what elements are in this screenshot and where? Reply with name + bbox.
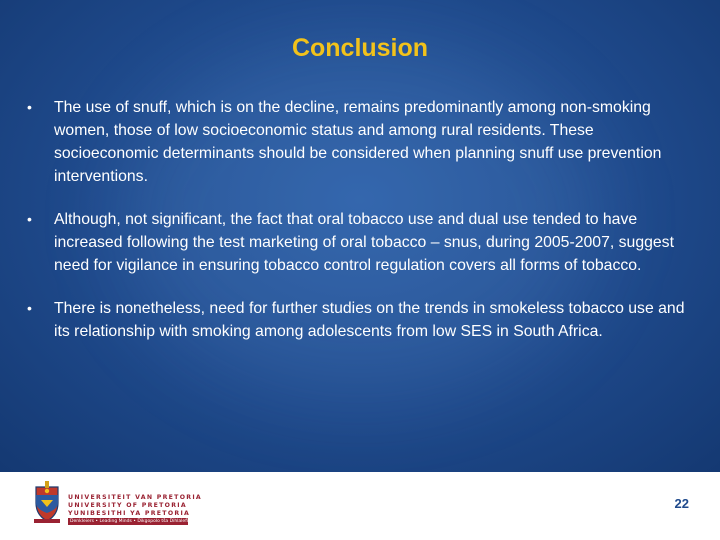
page-number: 22	[674, 496, 689, 511]
slide-title: Conclusion	[291, 34, 429, 62]
bullet-dot: •	[27, 211, 32, 227]
footer-bar	[0, 472, 720, 540]
bullet-item	[27, 96, 695, 188]
bullet-text: There is nonetheless, need for further studies on the trends in smokeless tobacco use and its relationship with smoking among adolescents from low SES in South Africa.	[54, 300, 685, 340]
wordmark-line: UNIVERSITEIT VAN PRETORIA	[68, 494, 203, 501]
university-crest-icon	[32, 479, 62, 525]
bullet-text: The use of snuff, which is on the decline, remains predominantly among non-smoking women, those of low socioeconomic status and among rural residents. These socioeconomic determinants should be considered when planning snuff use prevention interventions.	[54, 99, 662, 185]
wordmark-line: UNIVERSITY OF PRETORIA	[68, 501, 188, 509]
bullet-item	[27, 208, 695, 277]
bullet-item	[27, 297, 695, 343]
bullet-dot: •	[27, 300, 32, 316]
bullet-text: Although, not significant, the fact that oral tobacco use and dual use tended to have increased following the test marketing of oral tobacco – snus, during 2005-2007, suggest need for vigilance in ensuring tobacco control regulation covers all forms of tobacco.	[54, 211, 674, 274]
wordmark-line: YUNIBESITHI YA PRETORIA	[68, 509, 191, 517]
bullet-dot: •	[27, 99, 32, 115]
bullet-list	[27, 96, 695, 363]
university-wordmark	[68, 494, 202, 517]
motto-text: Denkleiers • Leading Minds • Dikgopolo tša Dihlalefi	[70, 519, 189, 524]
motto-banner	[68, 518, 188, 525]
